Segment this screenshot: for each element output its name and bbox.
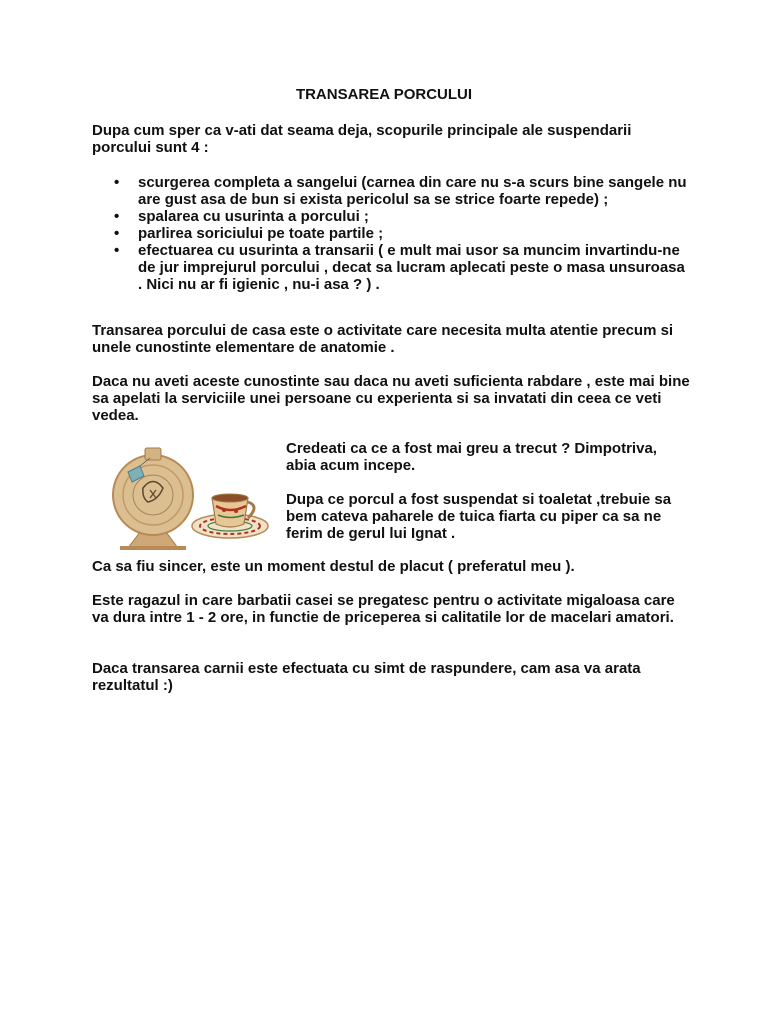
list-item-text: efectuarea cu usurinta a transarii ( e mult mai usor sa muncim invartindu-ne de jur imprejurul porcului , decat sa lucram aplecati peste o masa unsuroasa . Nici nu ar fi igienic , nu-i asa ? ) . [138, 242, 685, 293]
tuica-flask-and-cup-illustration [98, 440, 278, 555]
ceramic-cup-icon [192, 494, 268, 538]
result-paragraph: Daca transarea carnii este efectuata cu simt de raspundere, cam asa va arata rezultatul :) [92, 660, 641, 694]
bullet-icon: • [114, 242, 120, 259]
bullet-icon: • [114, 225, 120, 242]
list-item-text: scurgerea completa a sangelui (carnea din care nu s-a scurs bine sangele nu are gust asa de bun si exista pericolul sa se strice foarte repede) ; [138, 174, 687, 208]
purposes-list [92, 174, 692, 293]
list-item-text: spalarea cu usurinta a porcului ; [138, 208, 369, 225]
anatomy-paragraph: Transarea porcului de casa este o activitate care necesita multa atentie precum si unele cunostinte elementare de anatomie . [92, 322, 674, 356]
advice-paragraph: Daca nu aveti aceste cunostinte sau daca nu aveti suficienta rabdare , este mai bine sa apelati la serviciile unei persoane cu experienta si sa invatati din ceea ce veti vedea. [92, 373, 690, 424]
side-paragraph-1: Credeati ca ce a fost mai greu a trecut ? Dimpotriva, abia acum incepe. [286, 440, 657, 474]
side-paragraph-2: Dupa ce porcul a fost suspendat si toaletat ,trebuie sa bem cateva paharele de tuica fiarta cu piper ca sa ne ferim de gerul lui Ignat . [286, 491, 672, 542]
bullet-icon: • [114, 174, 120, 191]
bullet-icon: • [114, 208, 120, 225]
list-item [92, 225, 692, 242]
sincere-paragraph: Ca sa fiu sincer, este un moment destul de placut ( preferatul meu ). [92, 558, 575, 575]
list-item [92, 208, 692, 225]
list-item-text: parlirea soriciului pe toate partile ; [138, 225, 384, 242]
list-item [92, 242, 692, 293]
list-item [92, 174, 692, 208]
intro-paragraph: Dupa cum sper ca v-ati dat seama deja, scopurile principale ale suspendarii porcului sunt 4 : [92, 122, 632, 156]
men-paragraph: Este ragazul in care barbatii casei se pregatesc pentru o activitate migaloasa care va dura intre 1 - 2 ore, in functie de priceperea si calitatile lor de macelari amatori. [92, 592, 675, 626]
document-title: TRANSAREA PORCULUI [295, 86, 473, 103]
ceramic-flask-icon [113, 448, 193, 550]
